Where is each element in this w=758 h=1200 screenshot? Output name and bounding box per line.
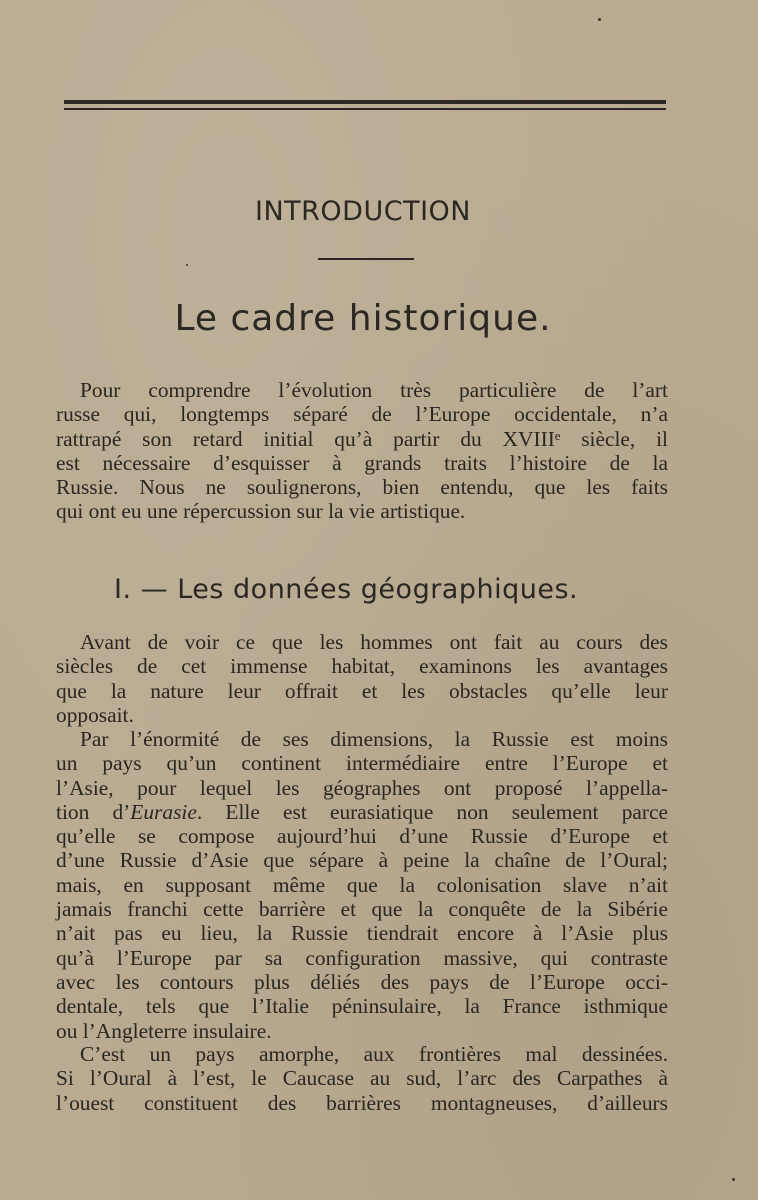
text-line-eurasie [56,800,668,824]
title-separator-rule [318,258,414,260]
text-line: qu’elle se compose aujourd’hui d’une Russie d’Europe et [56,824,668,849]
rule-thick [64,100,666,104]
introduction-heading: INTRODUCTION [255,196,471,227]
chapter-title: Le cadre historique. [174,298,552,339]
text-line: rattrapé son retard initial qu’à partir du XVIIIᵉ siècle, il [56,426,668,451]
text-line: est nécessaire d’esquisser à grands traits l’histoire de la [56,450,668,475]
text-line: Par l’énormité de ses dimensions, la Russie est moins [80,727,668,751]
rule-thin [64,108,666,110]
paragraph-habitat [56,630,668,727]
text-line: n’ait pas eu lieu, la Russie tiendrait encore à l’Asie plus [56,921,668,946]
paper-speck [598,18,601,21]
text-line: que la nature leur offrait et les obstacles qu’elle leur [56,678,668,703]
text-fragment: . Elle est eurasiatique non seulement parce [196,799,668,824]
text-line: dentale, tels que l’Italie péninsulaire, la France isthmique [56,994,668,1019]
text-line: siècles de cet immense habitat, examinons les avantages [56,654,668,679]
text-line: russe qui, longtemps séparé de l’Europe occidentale, n’a [56,402,668,427]
text-line: opposait. [56,702,134,727]
paper-speck [186,264,188,266]
text-fragment: tion d’ [56,799,131,824]
text-line: qui ont eu une répercussion sur la vie artistique. [56,499,466,524]
intro-paragraph [56,378,668,524]
text-line: Si l’Oural à l’est, le Caucase au sud, l’arc des Carpathes à [56,1066,668,1091]
text-line: Russie. Nous ne soulignerons, bien entendu, que les faits [56,475,668,500]
text-line: Avant de voir ce que les hommes ont fait au cours des [80,630,668,654]
text-line: l’Asie, pour lequel les géographes ont proposé l’appella- [56,775,668,800]
paragraph-dimensions [56,727,668,1043]
paragraph-frontiers [56,1042,668,1115]
paper-speck [732,1178,735,1181]
text-line: avec les contours plus déliés des pays de l’Europe occi- [56,969,668,994]
text-line: d’une Russie d’Asie que sépare à peine la chaîne de l’Oural; [56,848,668,873]
text-line: un pays qu’un continent intermédiaire entre l’Europe et [56,751,668,776]
text-line: C’est un pays amorphe, aux frontières mal dessinées. [80,1042,668,1066]
header-double-rule [64,100,666,112]
text-line: ou l’Angleterre insulaire. [56,1018,272,1043]
section-heading: I. — Les données géographiques. [114,574,579,605]
text-line: Pour comprendre l’évolution très particulière de l’art [80,378,668,402]
text-line: mais, en supposant même que la colonisation slave n’ait [56,872,668,897]
text-line: jamais franchi cette barrière et que la conquête de la Sibérie [56,897,668,922]
italic-term: Eurasie [130,799,197,824]
text-line: l’ouest constituent des barrières montagneuses, d’ailleurs [56,1090,668,1115]
text-line: qu’à l’Europe par sa configuration massive, qui contraste [56,945,668,970]
